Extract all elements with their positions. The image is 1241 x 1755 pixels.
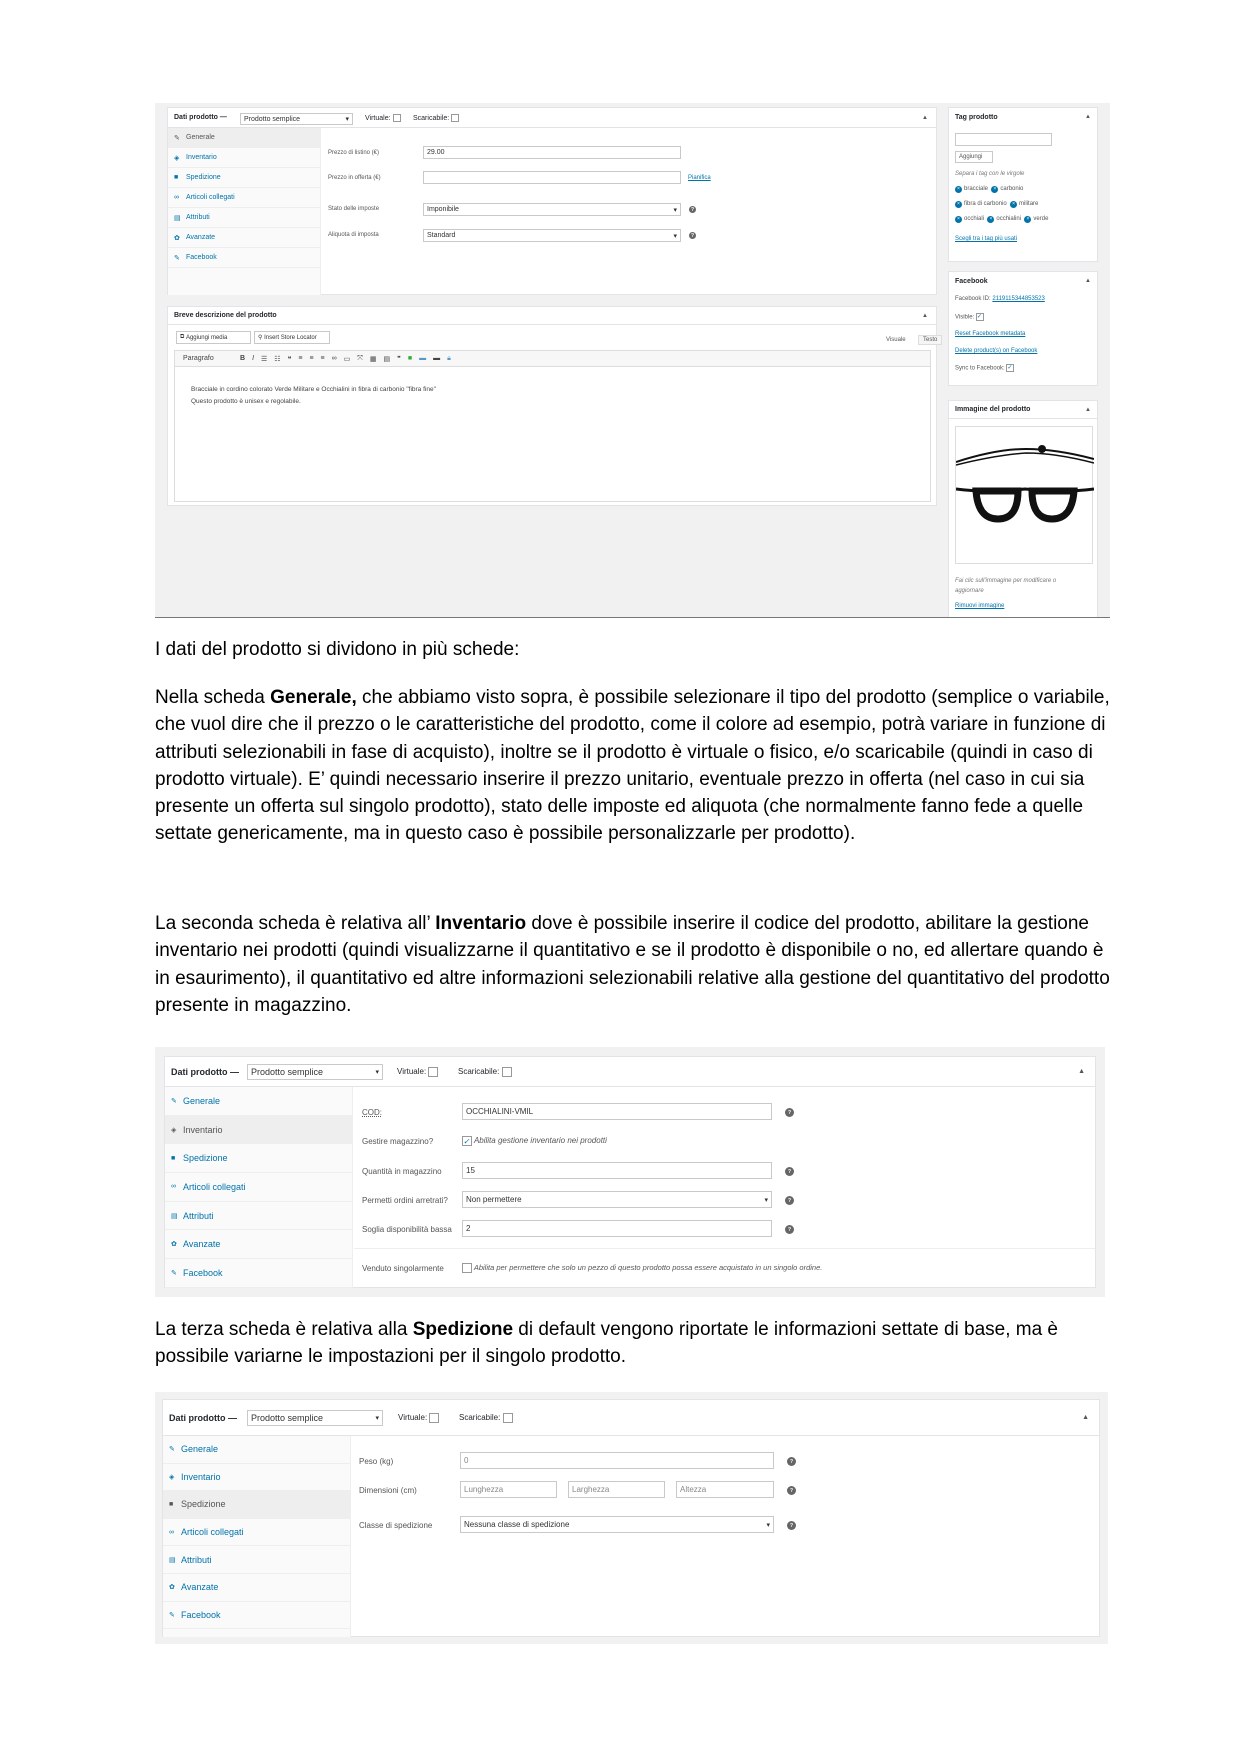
tag-row: × bracciale × carbonio xyxy=(955,186,1023,193)
fullscreen-icon[interactable]: ⤧ xyxy=(357,354,363,362)
weight-input[interactable]: 0 xyxy=(460,1452,774,1469)
manage-stock-label: Gestire magazzino? xyxy=(362,1137,434,1146)
media-icon: ⧉ xyxy=(180,334,186,340)
virtual-label: Virtuale: xyxy=(365,114,401,122)
stock-qty-label: Quantità in magazzino xyxy=(362,1167,442,1176)
tax-class-select[interactable]: Standard ▾ xyxy=(423,229,681,242)
price-input[interactable]: 29.00 xyxy=(423,146,681,159)
visible-checkbox[interactable]: ✓ xyxy=(976,314,982,320)
collapse-caret-icon[interactable]: ▲ xyxy=(1085,278,1091,284)
description-line: Questo prodotto è unisex e regolabile. xyxy=(191,398,301,405)
lock-icon[interactable]: 🔒︎ xyxy=(447,354,451,362)
stock-qty-input[interactable]: 15 xyxy=(462,1162,772,1179)
link-icon[interactable]: ∞ xyxy=(331,355,337,362)
schedule-link[interactable]: Pianifica xyxy=(688,175,711,181)
pin-icon: ⚲ xyxy=(258,335,265,341)
paragraph: I dati del prodotto si dividono in più schede: xyxy=(155,639,520,660)
product-data-box xyxy=(162,1399,1100,1637)
help-icon: ? xyxy=(785,1108,794,1117)
screenshot-general xyxy=(155,103,1110,618)
sold-individually-option: Abilita per permettere che solo un pezzo di questo prodotto possa essere acquistato in un singolo ordine. xyxy=(462,1263,822,1273)
backorders-select[interactable]: Non permettere ▾ xyxy=(462,1191,772,1208)
tax-status-select[interactable]: Imponibile ▾ xyxy=(423,203,681,216)
truck-icon: ■ xyxy=(174,174,179,181)
add-tag-button[interactable]: Aggiungi xyxy=(955,151,993,163)
backorders-label: Permetti ordini arretrati? xyxy=(362,1196,448,1205)
sold-individually-checkbox[interactable] xyxy=(462,1263,472,1273)
sku-label: COD: xyxy=(362,1108,382,1117)
remove-tag-icon[interactable]: × xyxy=(991,186,998,193)
wrench-icon: ✎ xyxy=(169,1611,175,1619)
product-tabs xyxy=(168,128,321,295)
store-locator-button[interactable]: ⚲ Insert Store Locator xyxy=(254,331,330,344)
downloadable-checkbox[interactable] xyxy=(451,114,459,122)
tab-text[interactable]: Testo xyxy=(918,335,942,345)
collapse-caret-icon[interactable]: ▲ xyxy=(1085,406,1091,413)
tags-title: Tag prodotto xyxy=(955,113,998,121)
paragraph-spedizione: La terza scheda è relativa alla Spedizione di default vengono riportate le informazioni settate di base, ma è possibile variarne le impostazioni per il singolo prodotto. xyxy=(155,1319,1059,1368)
sale-price-input[interactable] xyxy=(423,171,681,184)
truck-icon: ■ xyxy=(169,1500,174,1508)
image-hint: Fai clic sull'immagine per modificare o aggiornare xyxy=(955,578,1057,594)
wrench-icon: ✎ xyxy=(171,1097,177,1105)
paragraph-generale: Nella scheda Generale, che abbiamo visto sopra, è possibile selezionare il tipo del prodotto (semplice o variabile, che vuol dire che il prezzo o le caratteristiche del prodotto, come il colore ad esempio, potrà variare in funzione di attributi selezionabili in fase di acquisto), inoltre se il prodotto è virtuale o fisico, e/o scaricabile (quindi in caso di prodotto virtuale). E’ quindi necessario inserire il prezzo unitario, eventuale prezzo in offerta (nel caso in cui sia presente un offerta sul singolo prodotto), stato delle imposte ed aliquota (che normalmente fanno fede a quelle settate genericamente, ma in questo caso è possibile personalizzarle per prodotto). xyxy=(155,687,1110,845)
help-icon: ? xyxy=(690,232,695,239)
product-data-box xyxy=(164,1056,1096,1288)
help-icon: ? xyxy=(787,1457,796,1466)
more-icon[interactable]: ▭ xyxy=(343,355,351,363)
paragraph-inventario: La seconda scheda è relativa all’ Inventario dove è possibile inserire il codice del prodotto, abilitare la gestione inventario nei prodotti (quindi visualizzarne il quantitativo e se il prodotto è disponibile o no, ed allertare quando è in esaurimento), il quantitativo ed altre informazioni selezionabili relative alla gestione del quantitativo del prodotto presente in magazzino. xyxy=(155,913,1110,1016)
gear-icon: ✿ xyxy=(171,1241,177,1249)
tags-box xyxy=(948,107,1098,262)
length-input[interactable]: Lunghezza xyxy=(460,1481,557,1498)
link-icon: ∞ xyxy=(169,1528,174,1536)
collapse-caret-icon[interactable]: ▲ xyxy=(922,114,928,121)
italic-icon[interactable]: I xyxy=(252,355,255,362)
remove-tag-icon[interactable]: × xyxy=(955,201,962,208)
manage-stock-checkbox[interactable]: ✓ xyxy=(462,1136,472,1146)
link-icon: ∞ xyxy=(174,194,179,201)
help-icon: ? xyxy=(787,1521,796,1530)
editor-area[interactable] xyxy=(174,350,931,502)
help-icon: ? xyxy=(690,206,695,213)
virtual-checkbox[interactable] xyxy=(393,114,401,122)
align-center-icon[interactable]: ≡ xyxy=(309,355,314,362)
link-icon: ∞ xyxy=(171,1183,176,1191)
product-image-title: Immagine del prodotto xyxy=(955,406,1031,413)
tab-avanzate[interactable]: ✿ Avanzate xyxy=(163,1574,350,1602)
color-icon[interactable]: ■ xyxy=(407,355,413,362)
tab-spedizione[interactable]: ■ Spedizione xyxy=(163,1491,350,1519)
collapse-caret-icon[interactable]: ▲ xyxy=(1082,1414,1089,1421)
editor-toolbar xyxy=(175,351,930,367)
collapse-caret-icon[interactable]: ▲ xyxy=(922,312,928,319)
help-icon: ? xyxy=(785,1167,794,1176)
reset-facebook-link[interactable]: Reset Facebook metadata xyxy=(955,331,1026,337)
tab-facebook[interactable]: ✎ Facebook xyxy=(168,248,320,268)
align-left-icon[interactable]: ≡ xyxy=(298,355,303,362)
tab-attributi[interactable]: ▤ Attributi xyxy=(163,1546,350,1574)
toolbar-toggle-icon[interactable]: ▦ xyxy=(369,355,377,363)
tab-facebook[interactable]: ✎ Facebook xyxy=(163,1602,350,1630)
sku-input[interactable]: OCCHIALINI-VMIL xyxy=(462,1103,772,1120)
facebook-box xyxy=(948,271,1098,386)
price-label: Prezzo di listino (€) xyxy=(328,150,380,156)
product-data-title: Dati prodotto — xyxy=(169,1412,237,1423)
table-icon[interactable]: ▤ xyxy=(383,355,391,363)
downloadable-label: Scaricabile: xyxy=(458,1067,512,1077)
sold-individually-label: Venduto singolarmente xyxy=(362,1264,444,1273)
virtual-label: Virtuale: xyxy=(397,1067,438,1077)
tab-generale[interactable]: ✎ Generale xyxy=(163,1436,350,1464)
sale-price-label: Prezzo in offerta (€) xyxy=(328,175,381,181)
low-stock-input[interactable]: 2 xyxy=(462,1220,772,1237)
product-image-box xyxy=(948,400,1098,618)
quote-icon[interactable]: ❝ xyxy=(287,355,292,363)
description-line: Bracciale in cordino colorato Verde Militare e Occhialini in fibra di carbonio "fibra fine" xyxy=(191,386,436,393)
help-icon: ? xyxy=(787,1486,796,1495)
tab-inventario[interactable]: ◈ Inventario xyxy=(168,148,320,168)
tab-inventario[interactable]: ◈ Inventario xyxy=(165,1116,352,1145)
add-media-button[interactable]: ⧉ Aggiungi media xyxy=(176,331,251,344)
blockquote-icon[interactable]: ❞ xyxy=(397,355,401,363)
tab-articoli-collegati[interactable]: ∞ Articoli collegati xyxy=(168,188,320,208)
tab-articoli-collegati[interactable]: ∞ Articoli collegati xyxy=(163,1519,350,1547)
tab-avanzate[interactable]: ✿ Avanzate xyxy=(165,1230,352,1259)
shipping-class-label: Classe di spedizione xyxy=(359,1521,433,1530)
downloadable-label: Scaricabile: xyxy=(413,114,459,122)
product-tabs xyxy=(163,1436,351,1637)
gear-icon: ✿ xyxy=(174,234,180,242)
bullet-list-icon[interactable]: ☰ xyxy=(261,355,268,363)
tab-generale[interactable]: ✎ Generale xyxy=(168,128,320,148)
tab-spedizione[interactable]: ■ Spedizione xyxy=(168,168,320,188)
truck-icon: ■ xyxy=(171,1154,176,1162)
wrench-icon: ✎ xyxy=(169,1446,175,1454)
product-type-select[interactable]: Prodotto semplice ▾ xyxy=(247,1410,383,1426)
height-input[interactable]: Altezza xyxy=(676,1481,774,1498)
divider xyxy=(155,617,1110,618)
low-stock-label: Soglia disponibilità bassa xyxy=(362,1225,452,1234)
tax-class-label: Aliquota di imposta xyxy=(328,232,379,238)
collapse-caret-icon[interactable]: ▲ xyxy=(1078,1068,1085,1075)
help-icon: ? xyxy=(785,1225,794,1234)
divider xyxy=(354,1248,1095,1249)
wrench-icon: ✎ xyxy=(174,254,180,262)
numbered-list-icon[interactable]: ☷ xyxy=(274,355,281,363)
remove-tag-icon[interactable]: × xyxy=(987,216,994,223)
tag-row: × occhiali × occhialini × verde xyxy=(955,216,1048,223)
weight-label: Peso (kg) xyxy=(359,1457,394,1466)
downloadable-checkbox[interactable] xyxy=(503,1413,513,1423)
width-input[interactable]: Larghezza xyxy=(568,1481,665,1498)
strip-icon[interactable]: ▬ xyxy=(419,355,427,362)
tags-hint: Separa i tag con le virgole xyxy=(955,171,1025,177)
tab-spedizione[interactable]: ■ Spedizione xyxy=(165,1144,352,1173)
list-icon: ▤ xyxy=(171,1212,178,1220)
facebook-visible: Visible: ✓ xyxy=(955,314,982,321)
tab-facebook[interactable]: ✎ Facebook xyxy=(165,1259,352,1288)
shipping-class-select[interactable]: Nessuna classe di spedizione ▾ xyxy=(460,1516,774,1533)
tag-icon: ◈ xyxy=(174,154,180,162)
tab-visual[interactable]: Visuale xyxy=(886,337,906,343)
gear-icon: ✿ xyxy=(169,1584,175,1592)
product-image[interactable] xyxy=(955,426,1093,564)
most-used-tags-link[interactable]: Scegli tra i tag più usati xyxy=(955,236,1018,242)
hr-icon[interactable]: ▬ xyxy=(433,355,441,362)
delete-facebook-link[interactable]: Delete product(s) on Facebook xyxy=(955,348,1038,354)
remove-tag-icon[interactable]: × xyxy=(955,216,962,223)
downloadable-label: Scaricabile: xyxy=(459,1413,513,1423)
dimensions-label: Dimensioni (cm) xyxy=(359,1486,417,1495)
list-icon: ▤ xyxy=(174,214,181,222)
facebook-title: Facebook xyxy=(955,277,988,285)
help-icon: ? xyxy=(785,1196,794,1205)
sync-facebook: Sync to Facebook: ✓ xyxy=(955,365,1013,372)
downloadable-checkbox[interactable] xyxy=(502,1067,512,1077)
collapse-caret-icon[interactable]: ▲ xyxy=(1085,114,1091,120)
virtual-checkbox[interactable] xyxy=(429,1413,439,1423)
virtual-checkbox[interactable] xyxy=(428,1067,438,1077)
glasses-image xyxy=(956,427,1094,565)
remove-image-link[interactable]: Rimuovi immagine xyxy=(955,603,1005,609)
product-tabs xyxy=(165,1087,353,1288)
product-data-title: Dati prodotto — xyxy=(171,1066,239,1077)
sync-checkbox[interactable]: ✓ xyxy=(1007,365,1013,371)
product-data-title: Dati prodotto — xyxy=(174,114,227,121)
virtual-label: Virtuale: xyxy=(398,1413,439,1423)
product-data-box xyxy=(167,107,937,295)
remove-tag-icon[interactable]: × xyxy=(955,186,962,193)
tab-avanzate[interactable]: ✿ Avanzate xyxy=(168,228,320,248)
tab-inventario[interactable]: ◈ Inventario xyxy=(163,1464,350,1492)
tab-attributi[interactable]: ▤ Attributi xyxy=(165,1202,352,1231)
tab-attributi[interactable]: ▤ Attributi xyxy=(168,208,320,228)
screenshot-shipping xyxy=(155,1392,1108,1644)
short-description-box xyxy=(167,306,937,506)
wrench-icon: ✎ xyxy=(174,134,180,142)
wrench-icon: ✎ xyxy=(171,1269,177,1277)
short-description-title: Breve descrizione del prodotto xyxy=(174,312,277,319)
product-type-select[interactable]: Prodotto semplice ▾ xyxy=(247,1064,383,1080)
tag-icon: ◈ xyxy=(169,1473,175,1481)
list-icon: ▤ xyxy=(169,1556,176,1564)
screenshot-inventory xyxy=(155,1047,1105,1297)
remove-tag-icon[interactable]: × xyxy=(1010,201,1017,208)
facebook-id: Facebook ID: 2119115344853523 xyxy=(955,296,1045,302)
remove-tag-icon[interactable]: × xyxy=(1024,216,1031,223)
tag-input[interactable] xyxy=(955,133,1052,146)
tab-articoli-collegati[interactable]: ∞ Articoli collegati xyxy=(165,1173,352,1202)
format-select[interactable]: Paragrafo xyxy=(183,355,214,362)
product-type-select[interactable]: Prodotto semplice ▾ xyxy=(240,113,353,125)
bold-icon[interactable]: B xyxy=(240,355,246,362)
tag-icon: ◈ xyxy=(171,1126,177,1134)
tab-generale[interactable]: ✎ Generale xyxy=(165,1087,352,1116)
tag-row: × fibra di carbonio × militare xyxy=(955,201,1038,208)
tax-status-label: Stato delle imposte xyxy=(328,206,380,212)
manage-stock-option: ✓ Abilita gestione inventario nei prodotti xyxy=(463,1136,607,1146)
align-right-icon[interactable]: ≡ xyxy=(320,355,325,362)
